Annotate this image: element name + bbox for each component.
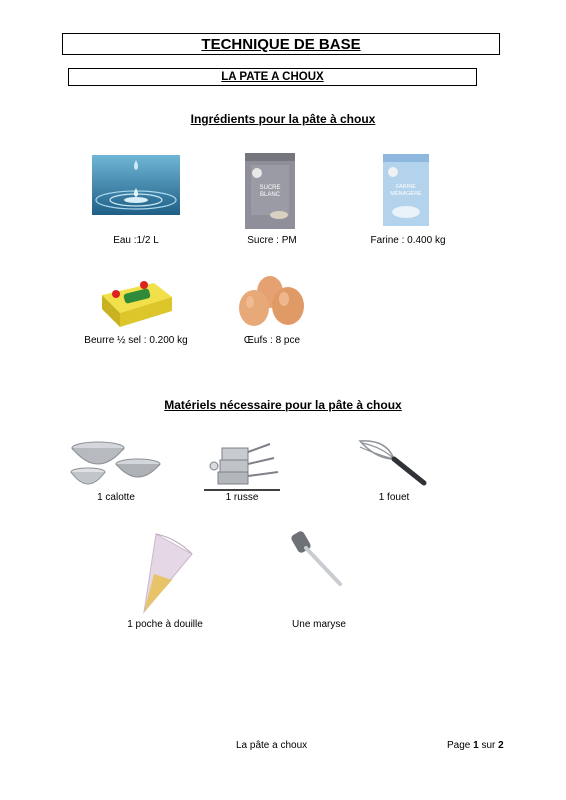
page-number xyxy=(447,740,504,751)
page-current: 1 xyxy=(473,740,479,751)
flour-bag-icon xyxy=(381,154,433,228)
footer-title: La pâte a choux xyxy=(236,740,308,751)
eggs-icon xyxy=(234,274,310,330)
ingredient-water-label: Eau :1/2 L xyxy=(113,235,159,246)
sugar-bag-icon xyxy=(243,153,299,231)
svg-text:FARINE: FARINE xyxy=(396,184,416,190)
water-drop-icon xyxy=(92,155,180,215)
materials-heading xyxy=(0,398,566,412)
page-mid: sur xyxy=(478,740,499,751)
whisk-icon xyxy=(356,437,428,489)
page-title: TECHNIQUE DE BASE xyxy=(62,33,500,55)
ingredient-eggs-label: Œufs : 8 pce xyxy=(243,335,301,346)
material-fouet-label: 1 fouet xyxy=(378,492,410,503)
material-calotte-label: 1 calotte xyxy=(97,492,135,503)
page-prefix: Page xyxy=(447,740,474,751)
ingredients-heading: Ingrédients pour la pâte à choux xyxy=(190,112,376,126)
material-russe-label: 1 russe xyxy=(225,492,259,503)
page-total: 2 xyxy=(498,740,504,751)
materials-heading-part2: pour la pâte à choux xyxy=(285,398,402,412)
material-maryse-label: Une maryse xyxy=(292,619,346,630)
saucepans-icon xyxy=(204,440,282,492)
piping-bag-icon xyxy=(136,532,196,614)
materials-heading-part1: Matériels nécessaire xyxy=(164,398,282,412)
ingredient-sugar-label: Sucre : PM xyxy=(247,235,297,246)
butter-icon xyxy=(96,277,176,331)
ingredient-butter-label: Beurre ½ sel : 0.200 kg xyxy=(84,335,188,346)
page-subtitle: LA PATE A CHOUX xyxy=(68,68,477,86)
svg-text:SUCRE: SUCRE xyxy=(259,185,281,191)
ingredient-flour-label: Farine : 0.400 kg xyxy=(370,235,446,246)
svg-text:BLANC: BLANC xyxy=(259,192,281,198)
spatula-icon xyxy=(292,530,344,588)
svg-text:MÉNAGÈRE: MÉNAGÈRE xyxy=(390,191,422,197)
mixing-bowls-icon xyxy=(70,440,162,490)
material-poche-label: 1 poche à douille xyxy=(127,619,203,630)
